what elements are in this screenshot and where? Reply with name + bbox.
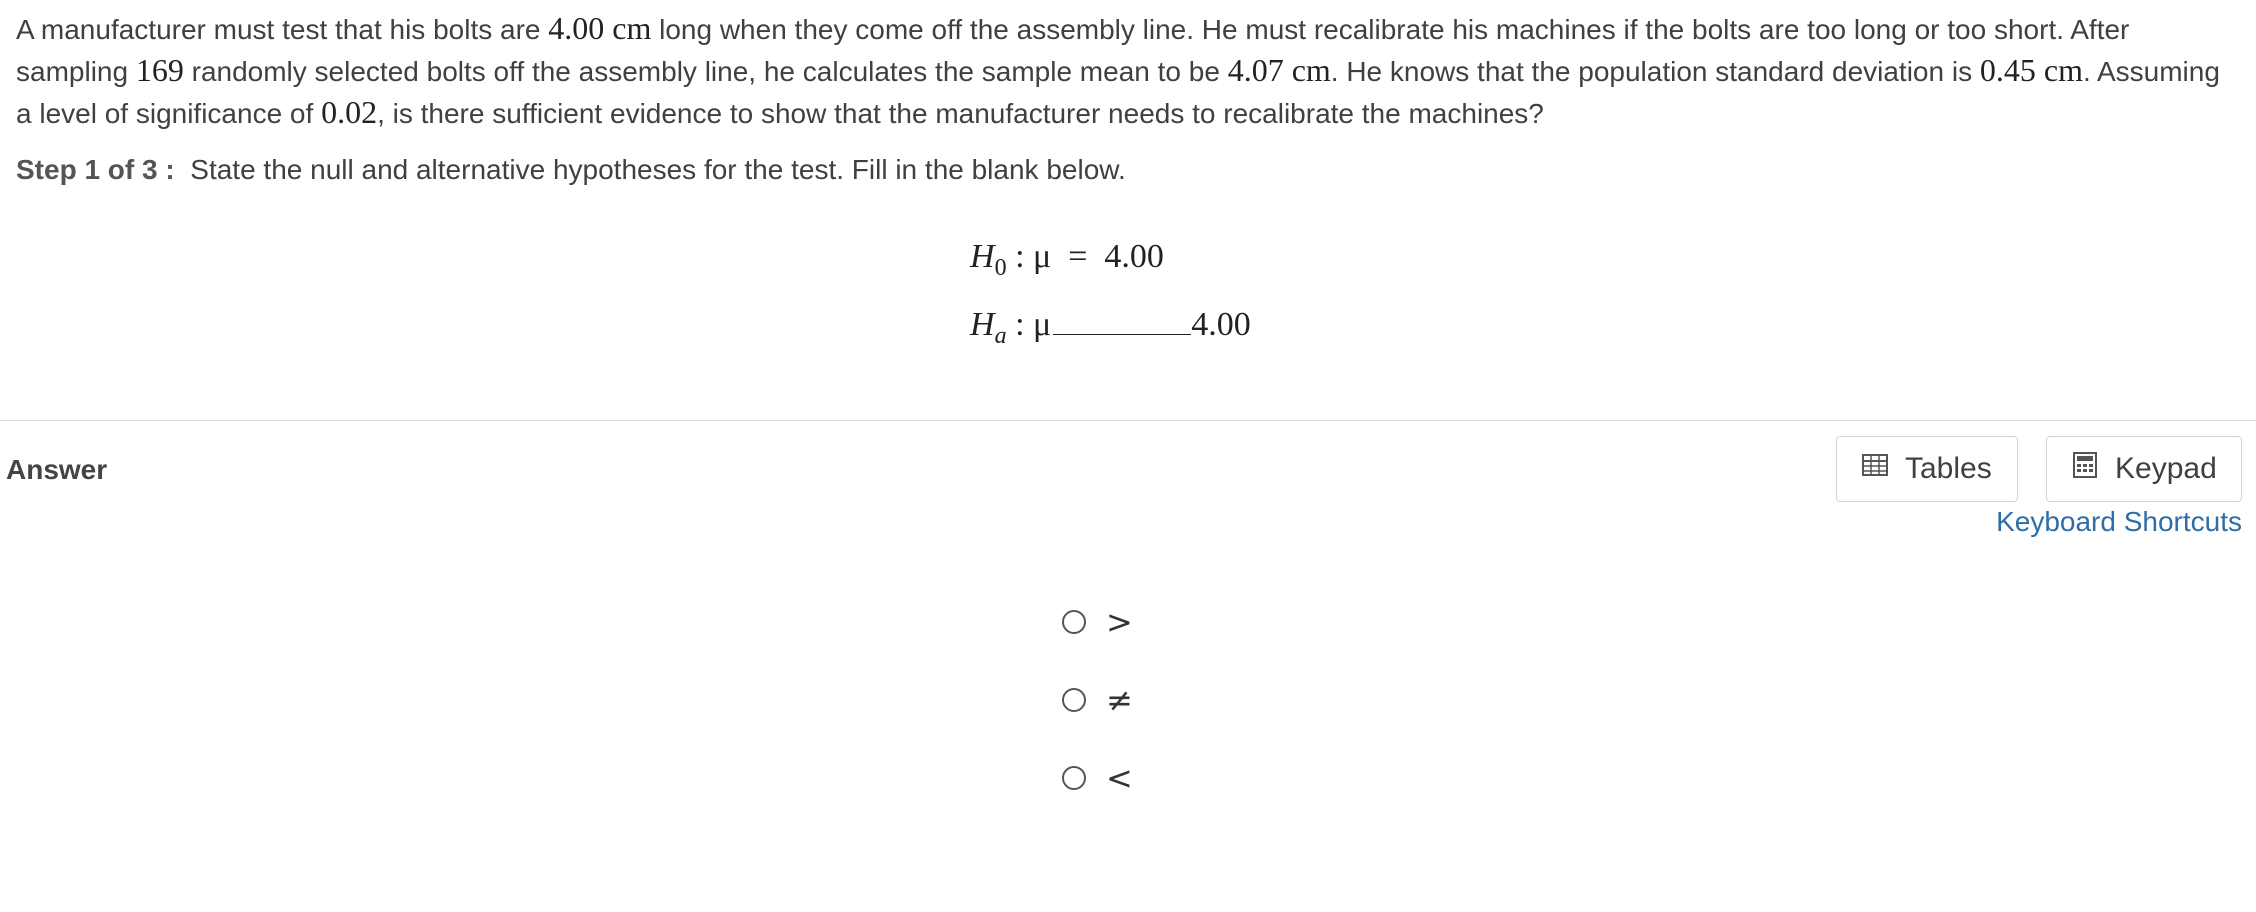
problem-text: . He knows that the population standard deviation is [1330,56,1980,87]
step-text: State the null and alternative hypotheses for the test. Fill in the blank below. [190,154,1126,185]
tables-label: Tables [1905,452,1992,485]
keypad-label: Keypad [2115,452,2217,485]
problem-text: , is there sufficient evidence to show that the manufacturer needs to recalibrate the machines? [377,98,1544,129]
option-not-equal[interactable] [1062,681,1133,719]
problem-text: A manufacturer must test that his bolts are [16,14,549,45]
ha-value: 4.00 [1191,306,1251,343]
keypad-button[interactable] [2046,436,2242,502]
radio-button[interactable] [1062,766,1086,790]
problem-value: 0.02 [321,94,378,130]
tables-button[interactable] [1836,436,2018,502]
hypothesis-blank [1053,308,1191,335]
problem-value: 4.00 cm [548,10,652,46]
step-label: Step 1 of 3 : [16,154,175,185]
table-icon [1861,451,1889,487]
radio-button[interactable] [1062,610,1086,634]
h0-sub: 0 [994,254,1007,281]
ha-sub: a [994,322,1007,349]
option-symbol: > [1106,603,1133,641]
answer-label: Answer [6,454,108,485]
problem-statement [16,8,2236,134]
keyboard-shortcuts-link[interactable]: Keyboard Shortcuts [1996,506,2242,537]
ha-mu: : μ [1006,306,1052,343]
problem-value: 0.45 cm [1979,52,2083,88]
problem-value: 169 [135,52,184,88]
problem-text: randomly selected bolts off the assembly line, he calculates the sample mean to be [183,56,1228,87]
ha-var: H [970,306,995,343]
step-instruction [16,150,1126,190]
divider [0,420,2256,421]
alternative-hypothesis [970,306,1251,350]
problem-text: long when they come off the assembly line. He must recalibrate his machines if the bolts are too long or too short. After sampling [16,14,2130,87]
calculator-icon [2071,451,2099,487]
option-less-than[interactable] [1062,759,1133,797]
problem-text: . Assuming a level of significance of [16,56,2220,129]
option-greater-than[interactable] [1062,603,1133,641]
radio-button[interactable] [1062,688,1086,712]
null-hypothesis [970,238,1164,282]
problem-value: 4.07 cm [1227,52,1331,88]
option-symbol: ≠ [1106,681,1133,719]
h0-rest: : μ = 4.00 [1006,238,1164,275]
h0-var: H [970,238,995,275]
option-symbol: < [1106,759,1133,797]
